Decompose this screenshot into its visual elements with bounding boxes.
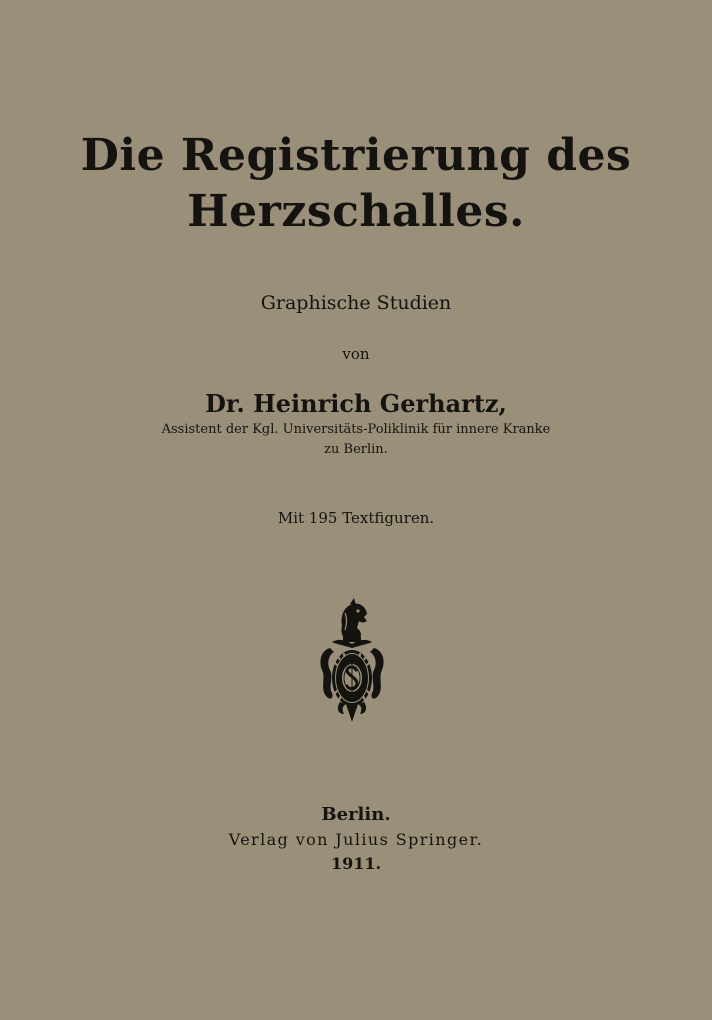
by-word: von xyxy=(342,345,370,363)
imprint-publisher: Verlag von Julius Springer. xyxy=(228,830,484,849)
author-name: Dr. Heinrich Gerhartz, xyxy=(205,389,507,418)
author-affiliation-line-1: Assistent der Kgl. Universitäts-Poliklinik für innere Kranke xyxy=(161,422,551,437)
imprint-city: Berlin. xyxy=(321,804,391,825)
book-title-line-1: Die Registrierung des xyxy=(80,130,632,181)
figures-note: Mit 195 Textfiguren. xyxy=(277,509,435,527)
book-subtitle: Graphische Studien xyxy=(260,292,452,314)
author-affiliation-line-2: zu Berlin. xyxy=(324,442,388,457)
springer-horse-emblem-icon xyxy=(316,598,388,726)
book-title-line-2: Herzschalles. xyxy=(187,186,525,237)
imprint-year: 1911. xyxy=(330,854,382,873)
